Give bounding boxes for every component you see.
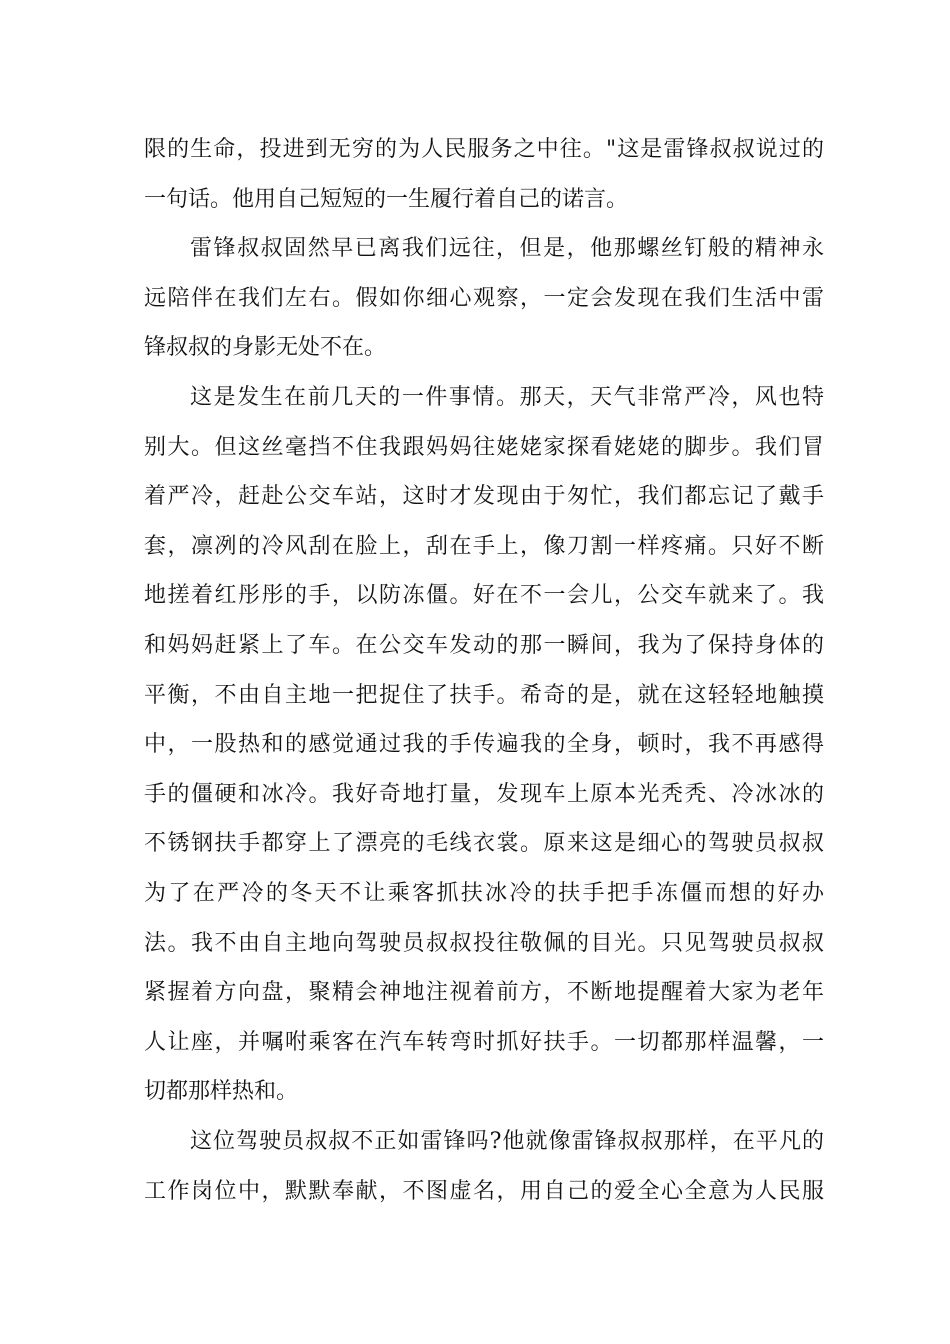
text-line: 中，一股热和的感觉通过我的手传遍我的全身，顿时，我不再感得 <box>144 732 824 758</box>
text-line: 套，凛冽的冷风刮在脸上，刮在手上，像刀割一样疼痛。只好不断 <box>144 533 824 559</box>
text-line: 法。我不由自主地向驾驶员叔叔投往敬佩的目光。只见驾驶员叔叔 <box>144 930 824 956</box>
text-line: 着严冷，赶赴公交车站，这时才发现由于匆忙，我们都忘记了戴手 <box>144 484 824 510</box>
text-line: 这位驾驶员叔叔不正如雷锋吗?他就像雷锋叔叔那样，在平凡的 <box>190 1129 824 1154</box>
text-line: 切都那样热和。 <box>144 1079 299 1105</box>
text-line: 工作岗位中，默默奉献，不图虚名，用自己的爱全心全意为人民服 <box>144 1178 824 1204</box>
text-line: 一句话。他用自己短短的一生履行着自己的诺言。 <box>144 186 629 212</box>
text-line: 地搓着红彤彤的手，以防冻僵。好在不一会儿，公交车就来了。我 <box>144 583 824 609</box>
text-line: 手的僵硬和冰冷。我好奇地打量，发现车上原本光秃秃、冷冰冰的 <box>144 781 824 807</box>
text-line: 为了在严冷的冬天不让乘客抓扶冰冷的扶手把手冻僵而想的好办 <box>144 881 824 906</box>
text-line: 雷锋叔叔固然早已离我们远往，但是，他那螺丝钉般的精神永 <box>190 236 824 262</box>
text-line: 这是发生在前几天的一件事情。那天，天气非常严冷，风也特 <box>190 385 824 410</box>
text-line: 人让座，并嘱咐乘客在汽车转弯时抓好扶手。一切都那样温馨，一 <box>144 1029 824 1055</box>
text-line: 紧握着方向盘，聚精会神地注视着前方，不断地提醒着大家为老年 <box>144 980 824 1006</box>
text-line: 不锈钢扶手都穿上了漂亮的毛线衣裳。原来这是细心的驾驶员叔叔 <box>144 831 824 857</box>
text-line: 锋叔叔的身影无处不在。 <box>144 335 387 361</box>
text-line: 远陪伴在我们左右。假如你细心观察，一定会发现在我们生活中雷 <box>144 285 824 311</box>
text-line: 和妈妈赶紧上了车。在公交车发动的那一瞬间，我为了保持身体的 <box>144 633 824 658</box>
text-line: 别大。但这丝毫挡不住我跟妈妈往姥姥家探看姥姥的脚步。我们冒 <box>144 434 824 460</box>
text-line: 平衡，不由自主地一把捉住了扶手。希奇的是，就在这轻轻地触摸 <box>144 682 824 708</box>
text-line: 限的生命，投进到无穷的为人民服务之中往。"这是雷锋叔叔说过的 <box>144 137 824 162</box>
